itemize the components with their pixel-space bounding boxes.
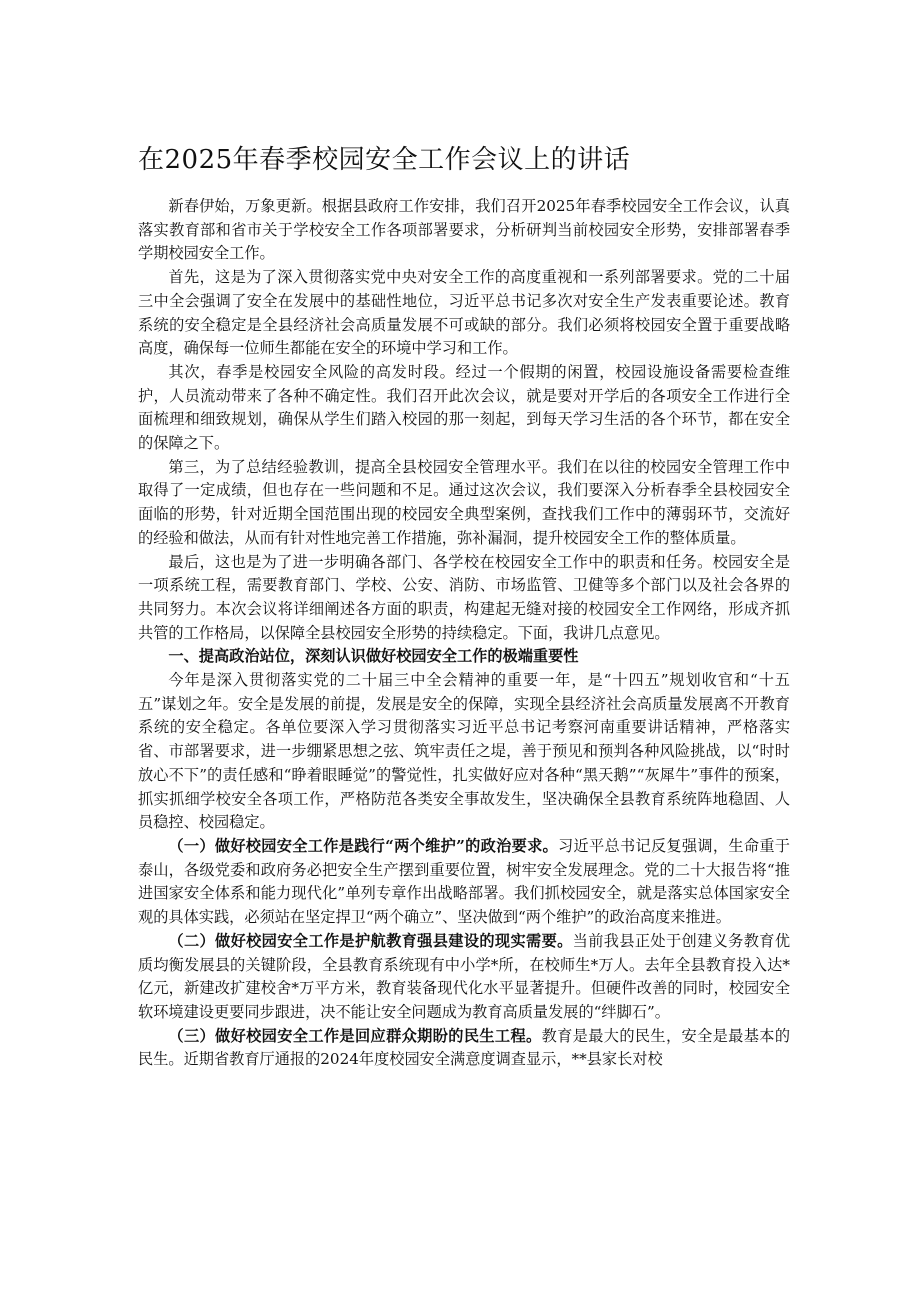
document-page [138,0,790,1072]
subsection-three [138,1025,790,1072]
document-title: 在2025年春季校园安全工作会议上的讲话 [138,145,631,175]
subsection-two [138,930,790,1025]
section-heading-one: 一、提高政治站位，深刻认识做好校园安全工作的极端重要性 [168,647,579,666]
paragraph-intro: 新春伊始，万象更新。根据县政府工作安排，我们召开2025年春季校园安全工作会议，认真落实教育部和省市关于学校安全工作各项部署要求，分析研判当前校园安全形势，安排部署春季学期校园安全工作。 [138,197,790,263]
paragraph-section-one: 今年是深入贯彻落实党的二十届三中全会精神的重要一年，是“十四五”规划收官和“十五五”谋划之年。安全是发展的前提，发展是安全的保障，实现全县经济社会高质量发展离不开教育系统的安全稳定。各单位要深入学习贯彻落实习近平总书记考察河南重要讲话精神，严格落实省、市部署要求，进一步绷紧思想之弦、筑牢责任之堤，善于预见和预判各种风险挑战，以“时时放心不下”的责任感和“睁着眼睡觉”的警觉性，扎实做好应对各种“黑天鹅”“灰犀牛”事件的预案，抓实抓细学校安全各项工作，严格防范各类安全事故发生，坚决确保全县教育系统阵地稳固、人员稳控、校园稳定。 [138,671,790,832]
document-body [138,195,790,1072]
paragraph-first-reason: 首先，这是为了深入贯彻落实党中央对安全工作的高度重视和一系列部署要求。党的二十届三中全会强调了安全在发展中的基础性地位，习近平总书记多次对安全生产发表重要论述。教育系统的安全稳定是全县经济社会高质量发展不可或缺的部分。我们必须将校园安全置于重要战略高度，确保每一位师生都能在安全的环境中学习和工作。 [138,268,790,358]
subsection-one [138,835,790,930]
subsection-two-text: 当前我县正处于创建义务教育优质均衡发展县的关键阶段，全县教育系统现有中小学*所，在校师生*万人。去年全县教育投入达*亿元，新建改扩建校舍*万平方米，教育装备现代化水平显著提升。但硬件改善的同时，校园安全软环境建设更要同步跟进，决不能让安全问题成为教育高质量发展的“绊脚石”。 [138,931,791,1021]
subsection-three-lead: （三）做好校园安全工作是回应群众期盼的民生工程。 [168,1026,542,1045]
subsection-three-text: 教育是最大的民生，安全是最基本的民生。近期省教育厅通报的2024年度校园安全满意度调查显示，**县家长对校 [138,1026,791,1069]
paragraph-last-reason: 最后，这也是为了进一步明确各部门、各学校在校园安全工作中的职责和任务。校园安全是一项系统工程，需要教育部门、学校、公安、消防、市场监管、卫健等多个部门以及社会各界的共同努力。本次会议将详细阐述各方面的职责，构建起无缝对接的校园安全工作网络，形成齐抓共管的工作格局，以保障全县校园安全形势的持续稳定。下面，我讲几点意见。 [138,552,790,642]
paragraph-third-reason: 第三，为了总结经验教训，提高全县校园安全管理水平。我们在以往的校园安全管理工作中取得了一定成绩，但也存在一些问题和不足。通过这次会议，我们要深入分析春季全县校园安全面临的形势，针对近期全国范围出现的校园安全典型案例，查找我们工作中的薄弱环节，交流好的经验和做法，从而有针对性地完善工作措施，弥补漏洞，提升校园安全工作的整体质量。 [138,457,790,547]
subsection-one-text: 习近平总书记反复强调，生命重于泰山，各级党委和政府务必把安全生产摆到重要位置，树牢安全发展理念。党的二十大报告将“推进国家安全体系和能力现代化”单列专章作出战略部署。我们抓校园安全，就是落实总体国家安全观的具体实践，必须站在坚定捍卫“两个确立”、坚决做到“两个维护”的政治高度来推进。 [138,836,790,927]
subsection-one-lead: （一）做好校园安全工作是践行“两个维护”的政治要求。 [168,836,559,855]
paragraph-second-reason: 其次，春季是校园安全风险的高发时段。经过一个假期的闲置，校园设施设备需要检查维护，人员流动带来了各种不确定性。我们召开此次会议，就是要对开学后的各项安全工作进行全面梳理和细致规划，确保从学生们踏入校园的那一刻起，到每天学习生活的各个环节，都在安全的保障之下。 [138,362,790,453]
subsection-two-lead: （二）做好校园安全工作是护航教育强县建设的现实需要。 [168,931,573,950]
